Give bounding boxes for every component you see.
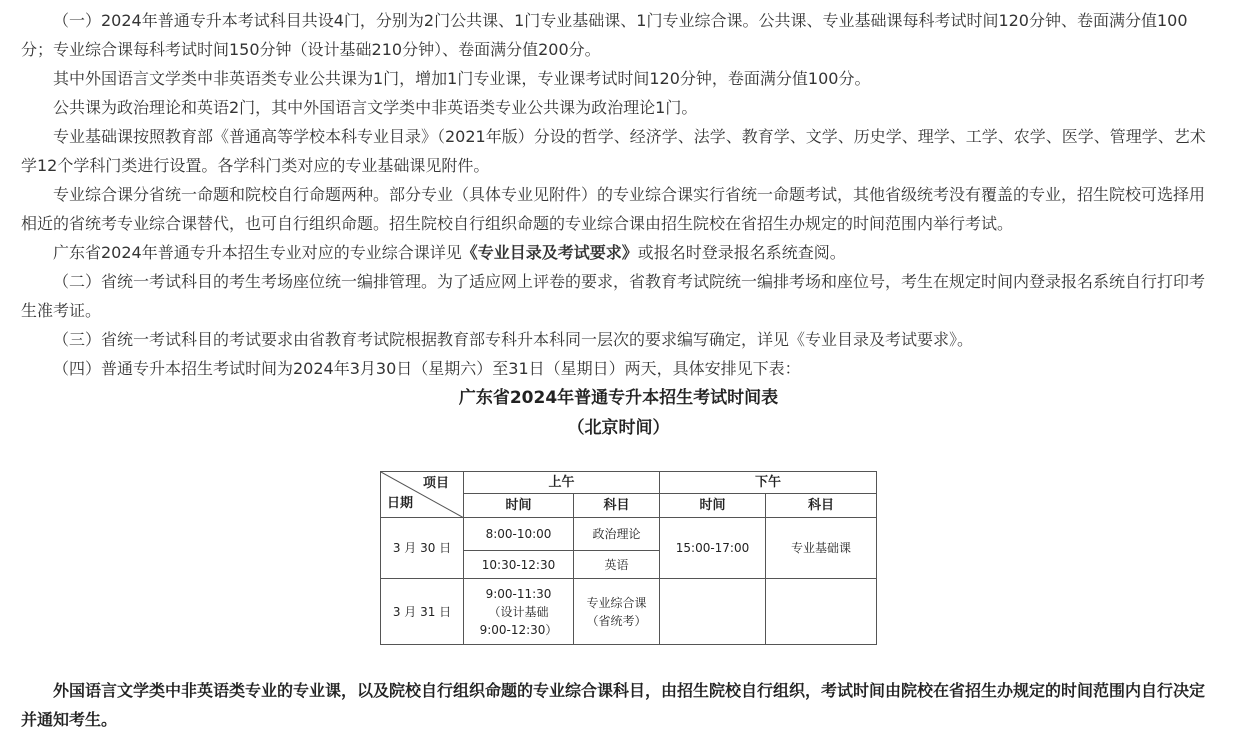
day2-am-subject: 专业综合课 （省统考） — [574, 579, 660, 645]
table-title: 广东省2024年普通专升本招生考试时间表 — [458, 388, 779, 408]
exam-schedule-table — [380, 471, 877, 645]
paragraph-requirements: （三）省统一考试科目的考试要求由省教育考试院根据教育部专科升本科同一层次的要求编写确定，详见《专业目录及考试要求》。 — [53, 330, 974, 349]
day1-am-subject2: 英语 — [574, 551, 660, 579]
header-am-time: 时间 — [464, 494, 574, 518]
paragraph-catalog-reference: 广东省2024年普通专升本招生专业对应的专业综合课详见《专业目录及考试要求》或报名时登录报名系统查阅。 — [53, 243, 846, 262]
day2-pm-time — [660, 579, 766, 645]
paragraph-foreign-language: 其中外国语言文学类中非英语类专业公共课为1门，增加1门专业课，专业课考试时间120分钟，卷面满分值100分。 — [53, 69, 871, 88]
header-pm-subject: 科目 — [766, 494, 877, 518]
footer-paragraph: 外国语言文学类中非英语类专业的专业课，以及院校自行组织命题的专业综合课科目，由招生院校自行组织，考试时间由院校在省招生办规定的时间范围内自行决定并通知考生。 — [21, 681, 1206, 729]
paragraph-subjects: （一）2024年普通专升本考试科目共设4门，分别为2门公共课、1门专业基础课、1门专业综合课。公共课、专业基础课每科考试时间120分钟、卷面满分值100分；专业综合课每科考试时间150分钟（设计基础210分钟）、卷面满分值200分。 — [21, 11, 1188, 59]
paragraph-basic-courses: 专业基础课按照教育部《普通高等学校本科专业目录》（2021年版）分设的哲学、经济学、法学、教育学、文学、历史学、理学、工学、农学、医学、管理学、艺术学12个学科门类进行设置。各学科门类对应的专业基础课见附件。 — [21, 127, 1206, 175]
header-pm-time: 时间 — [660, 494, 766, 518]
paragraph-seating: （二）省统一考试科目的考生考场座位统一编排管理。为了适应网上评卷的要求，省教育考试院统一编排考场和座位号，考生在规定时间内登录报名系统自行打印考生准考证。 — [21, 272, 1206, 320]
header-am-subject: 科目 — [574, 494, 660, 518]
corner-label-item: 项目 — [422, 476, 449, 491]
table-subtitle: （北京时间） — [567, 418, 670, 438]
footer-note — [21, 676, 1216, 734]
day1-pm-time: 15:00-17:00 — [660, 518, 766, 579]
table-corner-cell — [381, 472, 464, 518]
day2-pm-subject — [766, 579, 877, 645]
paragraph-comprehensive-courses: 专业综合课分省统一命题和院校自行命题两种。部分专业（具体专业见附件）的专业综合课实行省统一命题考试，其他省级统考没有覆盖的专业，招生院校可选择用相近的省统考专业综合课替代，也可自行组织命题。招生院校自行组织命题的专业综合课由招生院校在省招生办规定的时间范围内举行考试。 — [21, 185, 1206, 233]
paragraph-exam-time: （四）普通专升本招生考试时间为2024年3月30日（星期六）至31日（星期日）两天，具体安排见下表： — [53, 359, 801, 378]
catalog-link[interactable]: 《专业目录及考试要求》 — [461, 243, 638, 262]
corner-label-date: 日期 — [387, 496, 414, 511]
date-cell-day2: 3 月 31 日 — [381, 579, 464, 645]
paragraph-public-courses: 公共课为政治理论和英语2门，其中外国语言文学类中非英语类专业公共课为政治理论1门。 — [53, 98, 698, 117]
day1-am-subject1: 政治理论 — [574, 518, 660, 551]
header-am: 上午 — [464, 472, 660, 494]
article-body — [21, 6, 1216, 443]
day1-am-time1: 8:00-10:00 — [464, 518, 574, 551]
date-cell-day1: 3 月 30 日 — [381, 518, 464, 579]
header-pm: 下午 — [660, 472, 877, 494]
day2-am-time: 9:00-11:30 （设计基础 9:00-12:30） — [464, 579, 574, 645]
day1-am-time2: 10:30-12:30 — [464, 551, 574, 579]
day1-pm-subject: 专业基础课 — [766, 518, 877, 579]
